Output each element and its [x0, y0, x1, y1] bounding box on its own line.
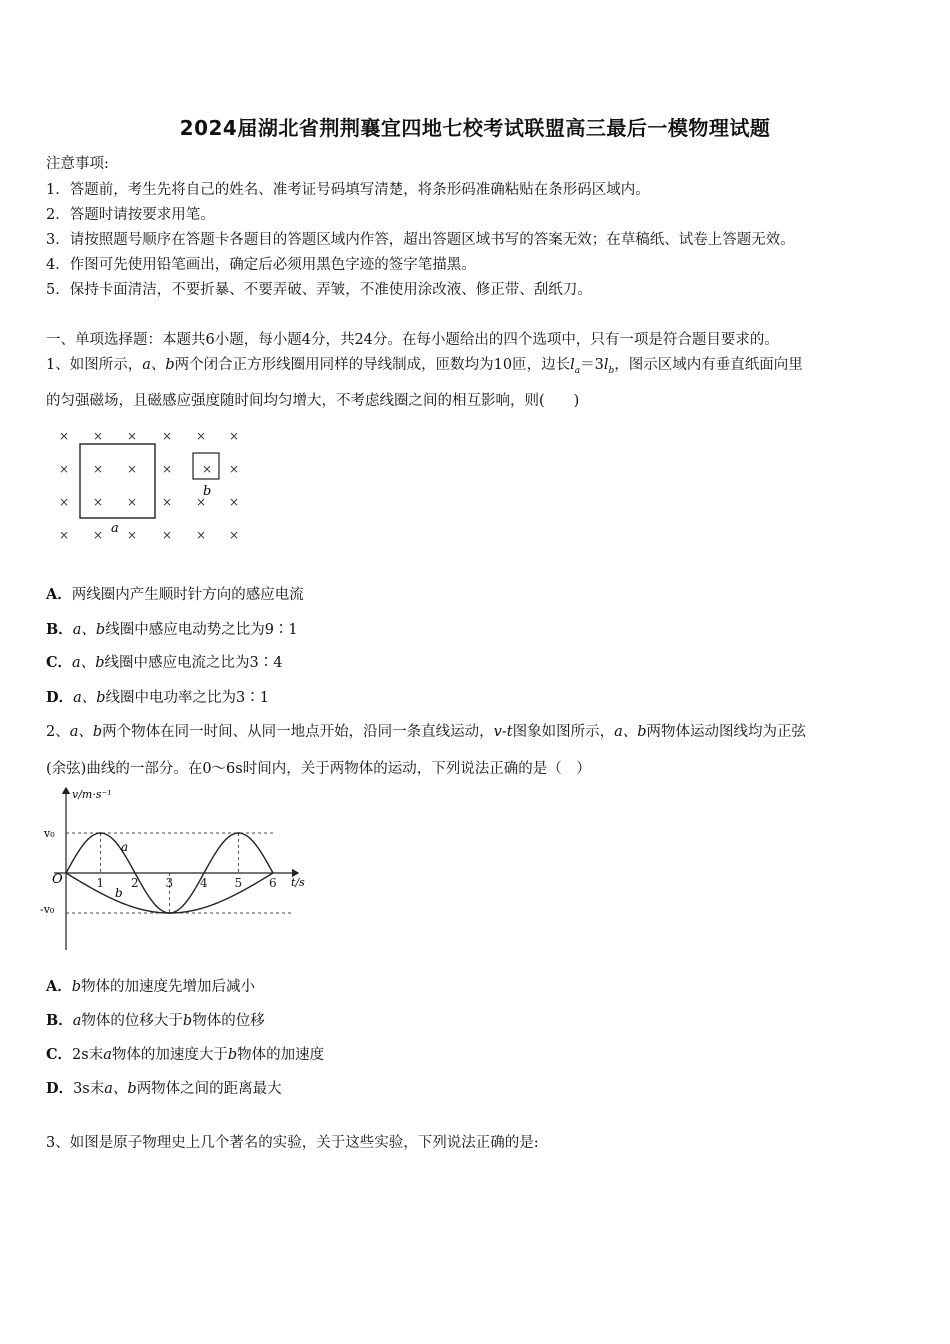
- field-cross-mark: ×: [93, 429, 104, 443]
- field-cross-mark: ×: [93, 495, 104, 509]
- notice-item-2: 2．答题时请按要求用笔。: [46, 207, 215, 223]
- field-cross-mark: ×: [229, 462, 240, 476]
- y-axis-label: v/m·s⁻¹: [72, 788, 112, 801]
- question-2-line-2: (余弦)曲线的一部分。在0～6s时间内，关于两物体的运动，下列说法正确的是（ ）: [46, 761, 591, 777]
- field-cross-mark: ×: [196, 429, 207, 443]
- field-cross-mark: ×: [127, 495, 138, 509]
- coil-b-label: b: [203, 484, 212, 499]
- q1-option-d: D．a、b线圈中电功率之比为3∶1: [46, 689, 269, 706]
- field-cross-mark: ×: [162, 495, 173, 509]
- q1-option-b: B．a、b线圈中感应电动势之比为9∶1: [46, 621, 298, 638]
- x-tick-label: 1: [96, 876, 105, 890]
- q2-option-d: D．3s末a、b两物体之间的距离最大: [46, 1080, 282, 1097]
- field-cross-mark: ×: [93, 528, 104, 542]
- field-cross-mark: ×: [59, 495, 70, 509]
- field-cross-mark: ×: [93, 462, 104, 476]
- x-tick-labels: [97, 876, 277, 890]
- question-3-line-1: 3、如图是原子物理史上几个著名的实验，关于这些实验，下列说法正确的是:: [46, 1135, 539, 1151]
- field-cross-mark: ×: [229, 429, 240, 443]
- y-tick-neg-v0: -v₀: [40, 903, 55, 916]
- x-axis-label: t/s: [291, 876, 305, 889]
- field-cross-mark: ×: [162, 429, 173, 443]
- q2-option-b: B．a物体的位移大于b物体的位移: [46, 1012, 265, 1029]
- field-cross-mark: ×: [127, 462, 138, 476]
- notice-heading: 注意事项:: [46, 156, 109, 172]
- q1-option-a: A．两线圈内产生顺时针方向的感应电流: [46, 586, 304, 603]
- page-title: 2024届湖北省荆荆襄宜四地七校考试联盟高三最后一模物理试题: [179, 116, 771, 140]
- x-tick-label: 3: [165, 876, 174, 890]
- field-cross-mark: ×: [127, 429, 138, 443]
- q2-option-a: A．b物体的加速度先增加后减小: [46, 978, 256, 995]
- field-cross-mark: ×: [162, 462, 173, 476]
- question-2-line-1: 2、a、b两个物体在同一时间、从同一地点开始，沿同一条直线运动，v-t图象如图所示，a、b两物体运动图线均为正弦: [46, 724, 807, 740]
- field-cross-mark: ×: [127, 528, 138, 542]
- field-cross-mark: ×: [59, 528, 70, 542]
- field-cross-mark: ×: [229, 495, 240, 509]
- magnetic-field-figure: [48, 420, 258, 550]
- q1-option-c: C．a、b线圈中感应电流之比为3∶4: [46, 654, 283, 671]
- notice-item-3: 3．请按照题号顺序在答题卡各题目的答题区域内作答，超出答题区域书写的答案无效；在草稿纸、试卷上答题无效。: [46, 232, 795, 248]
- field-cross-mark: ×: [229, 528, 240, 542]
- q2-option-c: C．2s末a物体的加速度大于b物体的加速度: [46, 1046, 325, 1063]
- y-tick-v0: v₀: [44, 827, 55, 840]
- question-1-line-2: 的匀强磁场，且磁感应强度随时间均匀增大，不考虑线圈之间的相互影响，则( ): [46, 393, 580, 409]
- field-cross-mark: ×: [196, 528, 207, 542]
- field-cross-mark: ×: [162, 528, 173, 542]
- vt-chart: [40, 784, 330, 954]
- x-tick-label: 5: [234, 876, 243, 890]
- notice-item-1: 1．答题前，考生先将自己的姓名、准考证号码填写清楚，将条形码准确粘贴在条形码区域内。: [46, 182, 650, 198]
- field-marks: [59, 429, 239, 542]
- notice-item-5: 5．保持卡面清洁，不要折暴、不要弄破、弄皱，不准使用涂改液、修正带、刮纸刀。: [46, 282, 592, 298]
- section-heading: 一、单项选择题：本题共6小题，每小题4分，共24分。在每小题给出的四个选项中，只有一项是符合题目要求的。: [46, 332, 779, 348]
- field-cross-mark: ×: [59, 429, 70, 443]
- question-1-line-1: 1、如图所示，a、b两个闭合正方形线圈用同样的导线制成，匝数均为10匝，边长$l_a=3l_b$，图示区域内有垂直纸面向里: [46, 357, 803, 376]
- series-a-label: a: [121, 840, 129, 854]
- origin-label: O: [52, 872, 63, 887]
- field-cross-mark: ×: [59, 462, 70, 476]
- notice-item-4: 4．作图可先使用铅笔画出，确定后必须用黑色字迹的签字笔描黑。: [46, 257, 476, 273]
- x-tick-label: 2: [131, 876, 139, 890]
- x-tick-label: 6: [269, 876, 277, 890]
- coil-a: [80, 444, 155, 518]
- x-tick-label: 4: [200, 876, 208, 890]
- coil-a-label: a: [111, 521, 119, 536]
- field-cross-mark: ×: [196, 495, 207, 509]
- series-b-label: b: [115, 886, 123, 900]
- field-cross-mark: ×: [202, 462, 213, 476]
